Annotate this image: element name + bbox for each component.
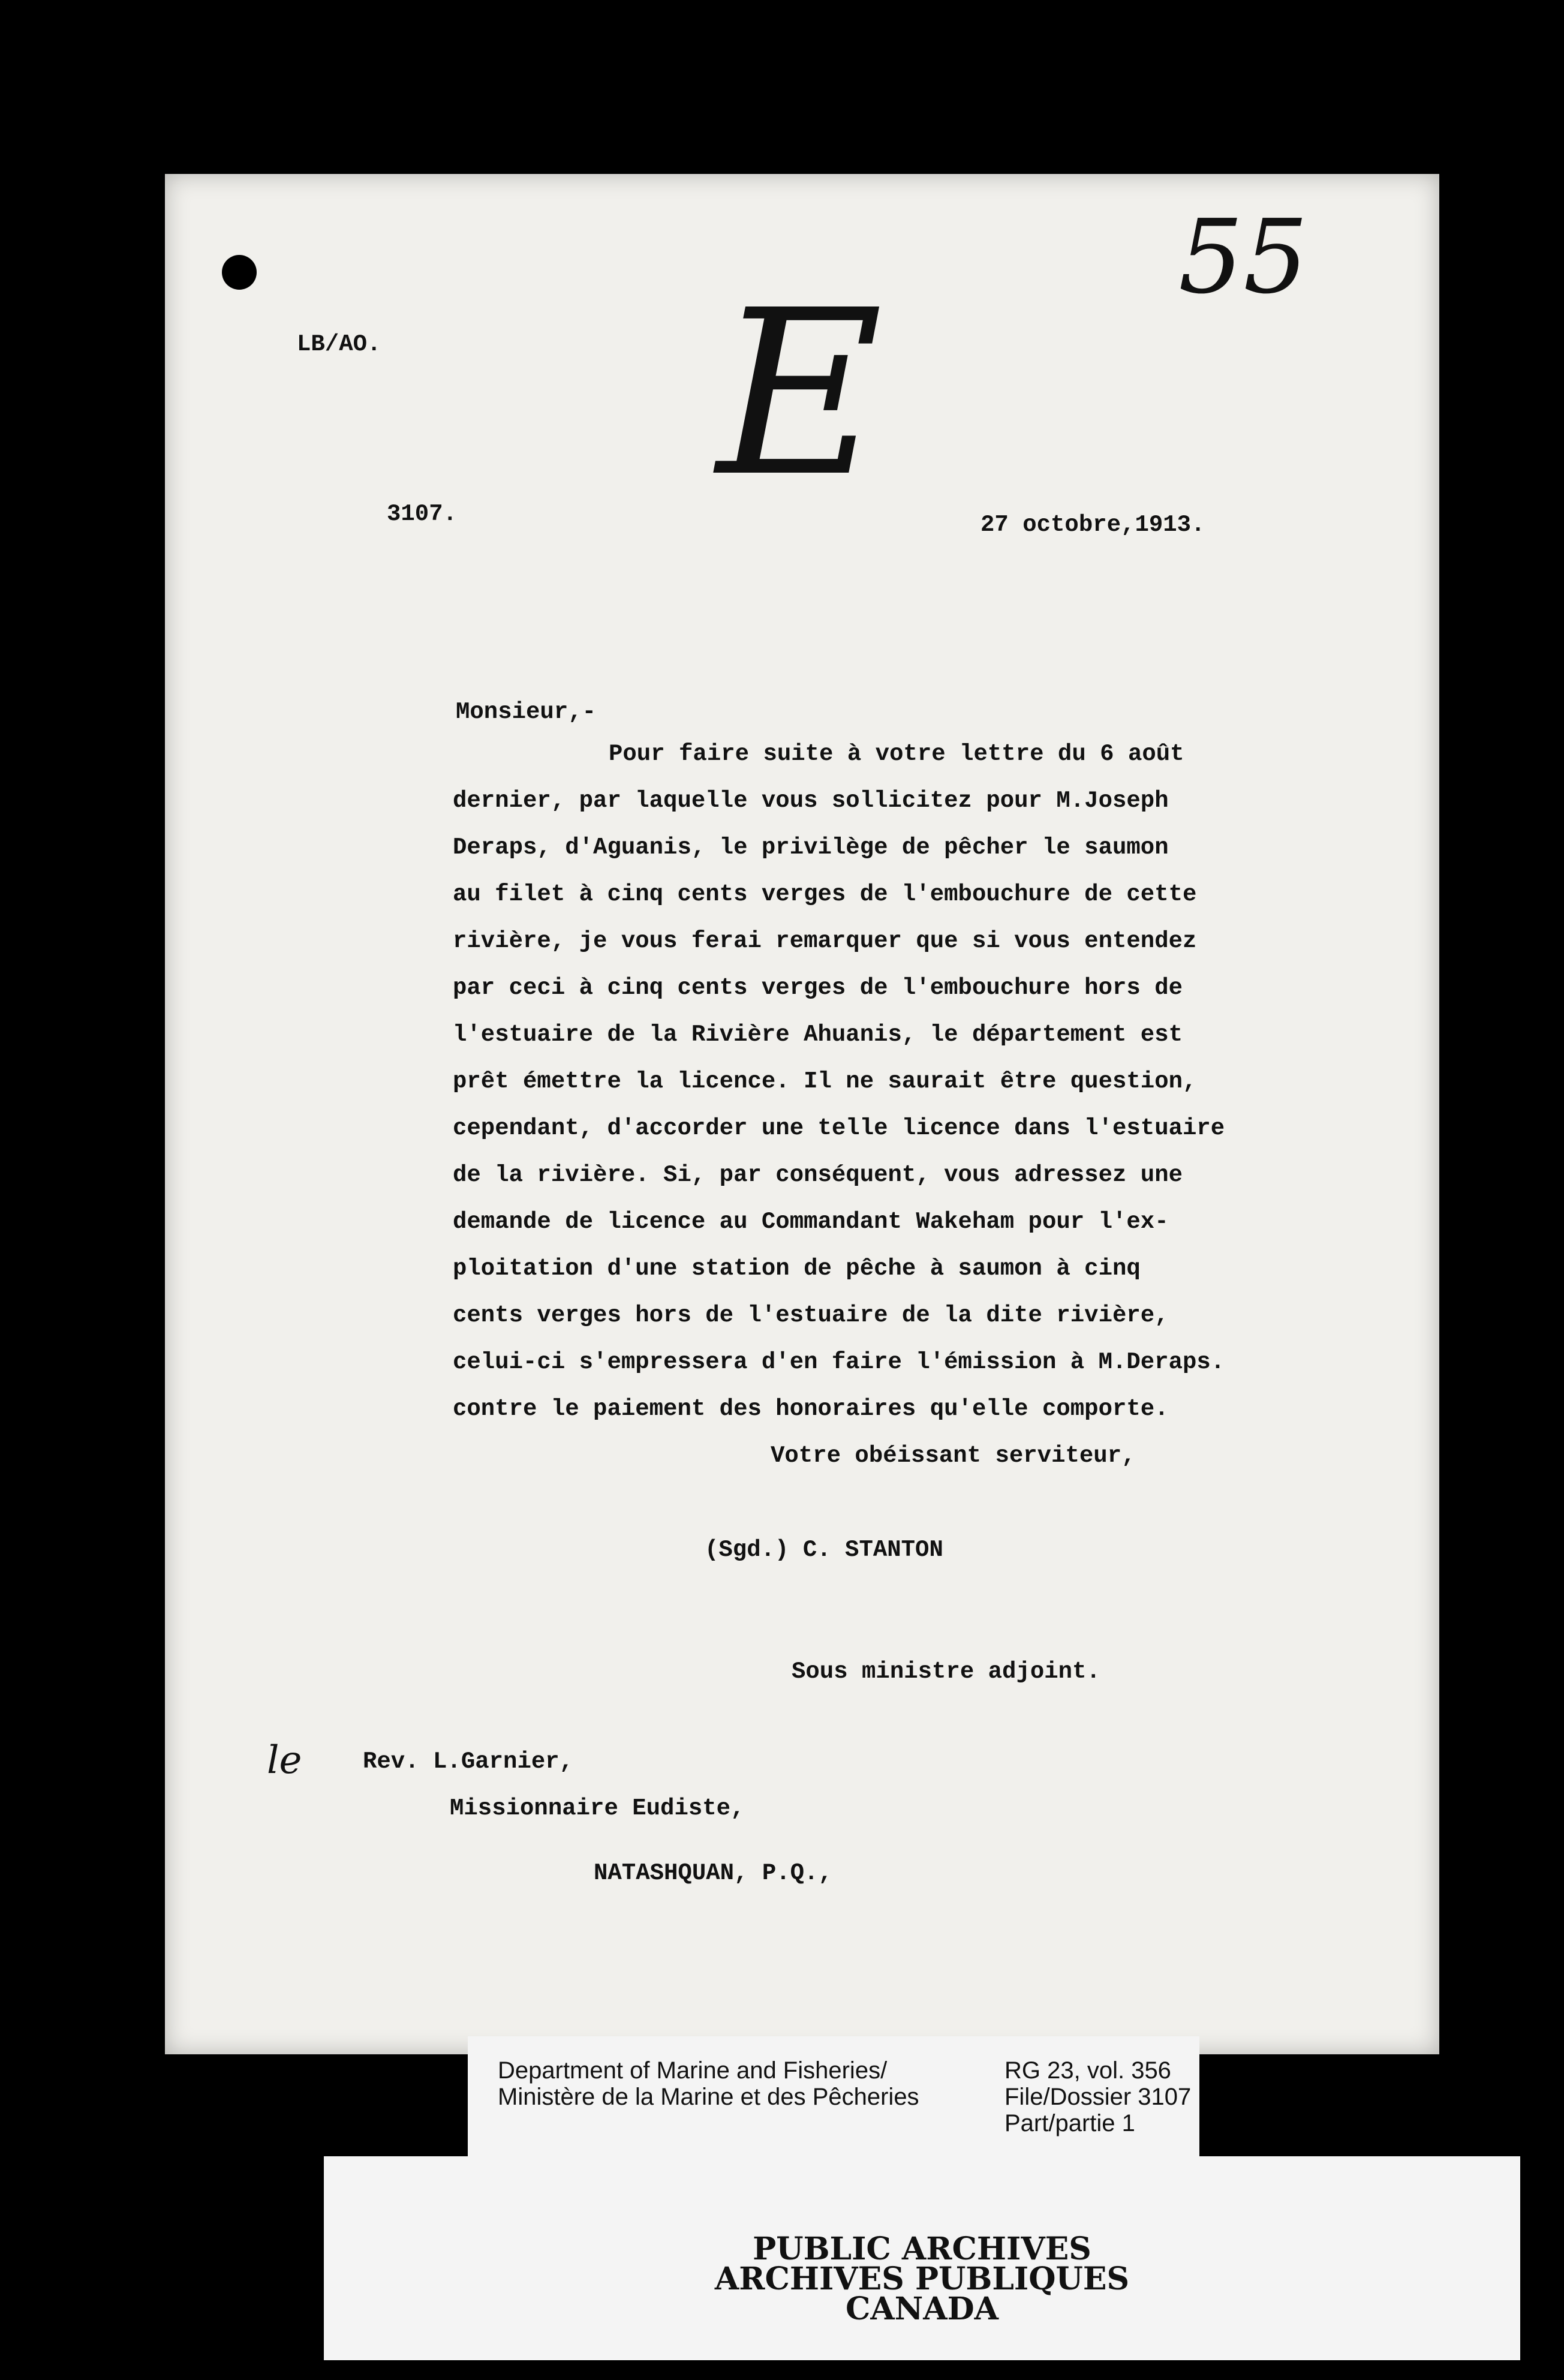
file-dossier: File/Dossier 3107 bbox=[1004, 2084, 1192, 2110]
archive-seal-strip bbox=[324, 2156, 1520, 2360]
closing: Votre obéissant serviteur, bbox=[771, 1443, 1136, 1469]
body-line: par ceci à cinq cents verges de l'embouchure hors de bbox=[453, 975, 1183, 1001]
signer-title: Sous ministre adjoint. bbox=[792, 1658, 1100, 1685]
department-fr: Ministère de la Marine et des Pêcheries bbox=[498, 2084, 919, 2110]
address-prefix-handwritten: le bbox=[267, 1738, 302, 1783]
signature: (Sgd.) C. STANTON bbox=[705, 1537, 943, 1563]
salutation: Monsieur,- bbox=[456, 699, 597, 725]
body-line: ploitation d'une station de pêche à saumon à cinq bbox=[453, 1255, 1141, 1282]
body-line: cents verges hors de l'estuaire de la dite rivière, bbox=[453, 1302, 1169, 1329]
address-place: NATASHQUAN, P.Q., bbox=[594, 1860, 832, 1886]
letter-date: 27 octobre,1913. bbox=[980, 512, 1205, 538]
body-line: celui-ci s'empressera d'en faire l'émission à M.Deraps. bbox=[453, 1349, 1225, 1375]
seal-line-2: ARCHIVES PUBLIQUES bbox=[714, 2261, 1130, 2297]
body-line: demande de licence au Commandant Wakeham pour l'ex- bbox=[453, 1209, 1169, 1235]
body-line: contre le paiement des honoraires qu'elle comporte. bbox=[453, 1396, 1169, 1422]
reference-code: LB/AO. bbox=[297, 331, 381, 357]
body-line: prêt émettre la licence. Il ne saurait être question, bbox=[453, 1068, 1197, 1095]
page-number-handwritten: 55 bbox=[1178, 198, 1309, 317]
initial-handwritten: E bbox=[717, 261, 883, 527]
body-line: cependant, d'accorder une telle licence dans l'estuaire bbox=[453, 1115, 1225, 1141]
body-line: Pour faire suite à votre lettre du 6 août bbox=[609, 741, 1184, 767]
seal-line-3: CANADA bbox=[845, 2291, 999, 2327]
body-line: de la rivière. Si, par conséquent, vous adressez une bbox=[453, 1162, 1183, 1188]
punch-hole bbox=[222, 255, 257, 290]
body-line: au filet à cinq cents verges de l'embouchure de cette bbox=[453, 881, 1197, 907]
part-partie: Part/partie 1 bbox=[1004, 2110, 1135, 2136]
file-number: 3107. bbox=[387, 501, 458, 527]
address-name: Rev. L.Garnier, bbox=[363, 1748, 574, 1775]
body-line: Deraps, d'Aguanis, le privilège de pêcher le saumon bbox=[453, 834, 1169, 861]
department-en: Department of Marine and Fisheries/ bbox=[498, 2057, 888, 2084]
letter-page bbox=[165, 174, 1439, 2054]
address-role: Missionnaire Eudiste, bbox=[450, 1795, 745, 1822]
body-line: dernier, par laquelle vous sollicitez pour M.Joseph bbox=[453, 788, 1169, 814]
seal-line-1: PUBLIC ARCHIVES bbox=[753, 2231, 1091, 2267]
record-group: RG 23, vol. 356 bbox=[1004, 2057, 1171, 2084]
body-line: rivière, je vous ferai remarquer que si vous entendez bbox=[453, 928, 1197, 954]
archive-reference-label bbox=[468, 2036, 1199, 2156]
body-line: l'estuaire de la Rivière Ahuanis, le département est bbox=[453, 1021, 1183, 1048]
